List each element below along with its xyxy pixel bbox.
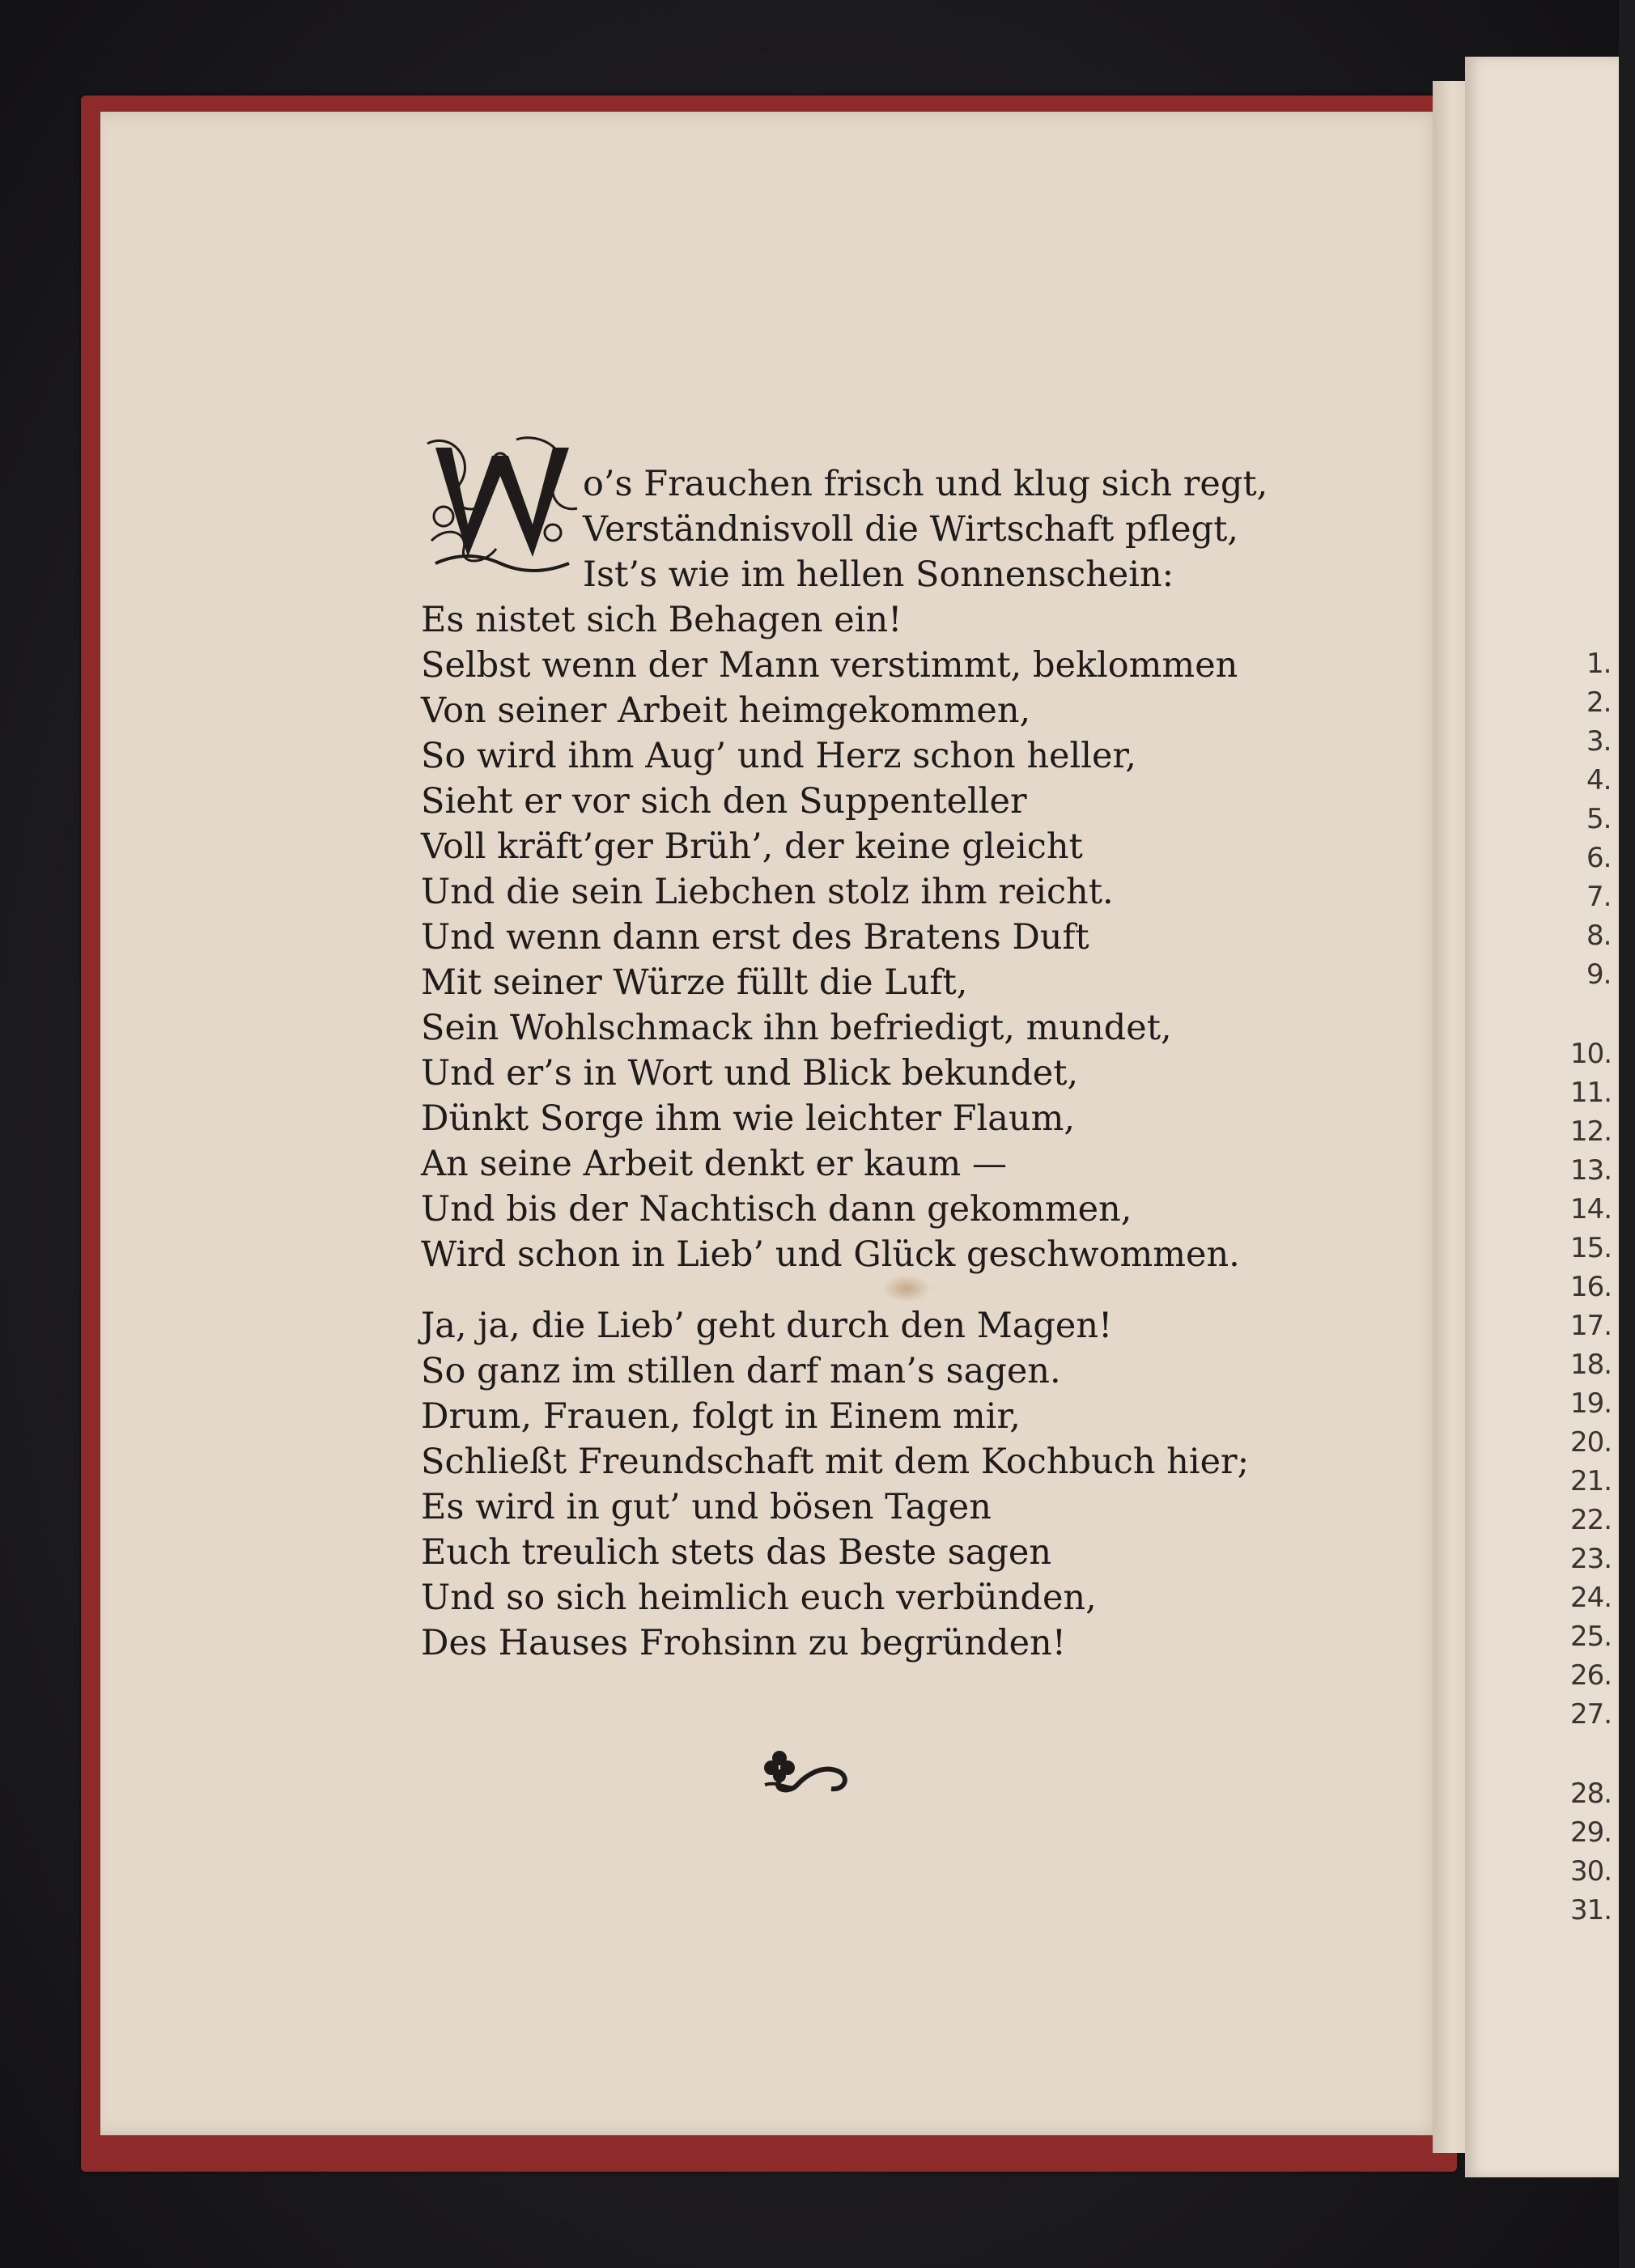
list-number: 12.: [1570, 1115, 1612, 1148]
list-number: 29.: [1570, 1816, 1612, 1849]
list-number: 18.: [1570, 1348, 1612, 1381]
list-number: 22.: [1570, 1504, 1612, 1536]
poem-line: Und die sein Liebchen stolz ihm reicht.: [421, 872, 1114, 912]
list-number: 23.: [1570, 1543, 1612, 1575]
poem-line: So wird ihm Aug’ und Herz schon heller,: [421, 736, 1136, 776]
poem-line: Verständnisvoll die Wirtschaft pflegt,: [583, 509, 1239, 550]
list-number: 21.: [1570, 1465, 1612, 1497]
poem-line: Sieht er vor sich den Suppenteller: [421, 781, 1027, 822]
poem-line: Von seiner Arbeit heimgekommen,: [421, 690, 1031, 731]
poem-line: So ganz im stillen darf man’s sagen.: [421, 1351, 1061, 1391]
poem-line: Es wird in gut’ und bösen Tagen: [421, 1487, 992, 1527]
list-number: 14.: [1570, 1193, 1612, 1225]
poem-line: Schließt Freundschaft mit dem Kochbuch hier;: [421, 1442, 1250, 1482]
poem-line: Des Hauses Frohsinn zu begründen!: [421, 1623, 1066, 1663]
list-number: 31.: [1570, 1894, 1612, 1926]
poem-line: An seine Arbeit denkt er kaum —: [421, 1144, 1007, 1184]
list-number: 7.: [1586, 881, 1612, 913]
list-number: 3.: [1586, 725, 1612, 758]
list-number: 15.: [1570, 1232, 1612, 1264]
list-number: 30.: [1570, 1855, 1612, 1888]
poem-line: Und er’s in Wort und Blick bekundet,: [421, 1053, 1079, 1094]
list-number: 4.: [1586, 764, 1612, 796]
poem-line: Und wenn dann erst des Bratens Duft: [421, 917, 1089, 958]
list-number: 10.: [1570, 1038, 1612, 1070]
list-number: 13.: [1570, 1154, 1612, 1187]
list-number: 16.: [1570, 1271, 1612, 1303]
right-page: [1465, 57, 1619, 2177]
list-number: 11.: [1570, 1077, 1612, 1109]
poem-line: Drum, Frauen, folgt in Einem mir,: [421, 1396, 1021, 1437]
poem-line: Und bis der Nachtisch dann gekommen,: [421, 1189, 1132, 1230]
list-number: 1.: [1586, 648, 1612, 680]
list-number: 2.: [1586, 686, 1612, 719]
initial-letter: W: [257, 259, 266, 268]
list-number: 24.: [1570, 1582, 1612, 1614]
poem-line: o’s Frauchen frisch und klug sich regt,: [583, 464, 1268, 504]
floral-ornament-icon: [757, 1740, 854, 1797]
list-number: 19.: [1570, 1387, 1612, 1420]
poem-line: Dünkt Sorge ihm wie leichter Flaum,: [421, 1098, 1076, 1139]
paper-stain: [882, 1275, 931, 1302]
list-number: 9.: [1586, 958, 1612, 991]
poem-line: Es nistet sich Behagen ein!: [421, 600, 902, 640]
poem-line: Mit seiner Würze füllt die Luft,: [421, 962, 968, 1003]
list-number: 17.: [1570, 1310, 1612, 1342]
list-number: 6.: [1586, 842, 1612, 874]
list-number: 26.: [1570, 1659, 1612, 1692]
list-number: 28.: [1570, 1777, 1612, 1810]
decorated-initial-w-icon: [257, 259, 585, 575]
list-number: 25.: [1570, 1620, 1612, 1653]
poem-line: Selbst wenn der Mann verstimmt, beklommen: [421, 645, 1238, 686]
list-number: 27.: [1570, 1698, 1612, 1731]
poem-line: Und so sich heimlich euch verbünden,: [421, 1578, 1097, 1618]
list-number: 20.: [1570, 1426, 1612, 1459]
list-number: 8.: [1586, 920, 1612, 952]
poem-line: Sein Wohlschmack ihn befriedigt, mundet,: [421, 1008, 1172, 1048]
poem-line: Wird schon in Lieb’ und Glück geschwommen.: [421, 1234, 1240, 1275]
poem-line: Ist’s wie im hellen Sonnenschein:: [583, 554, 1174, 595]
list-number: 5.: [1586, 803, 1612, 835]
poem-line: Euch treulich stets das Beste sagen: [421, 1532, 1052, 1573]
poem-line: Ja, ja, die Lieb’ geht durch den Magen!: [421, 1306, 1113, 1346]
poem-line: Voll kräft’ger Brüh’, der keine gleicht: [421, 826, 1083, 867]
